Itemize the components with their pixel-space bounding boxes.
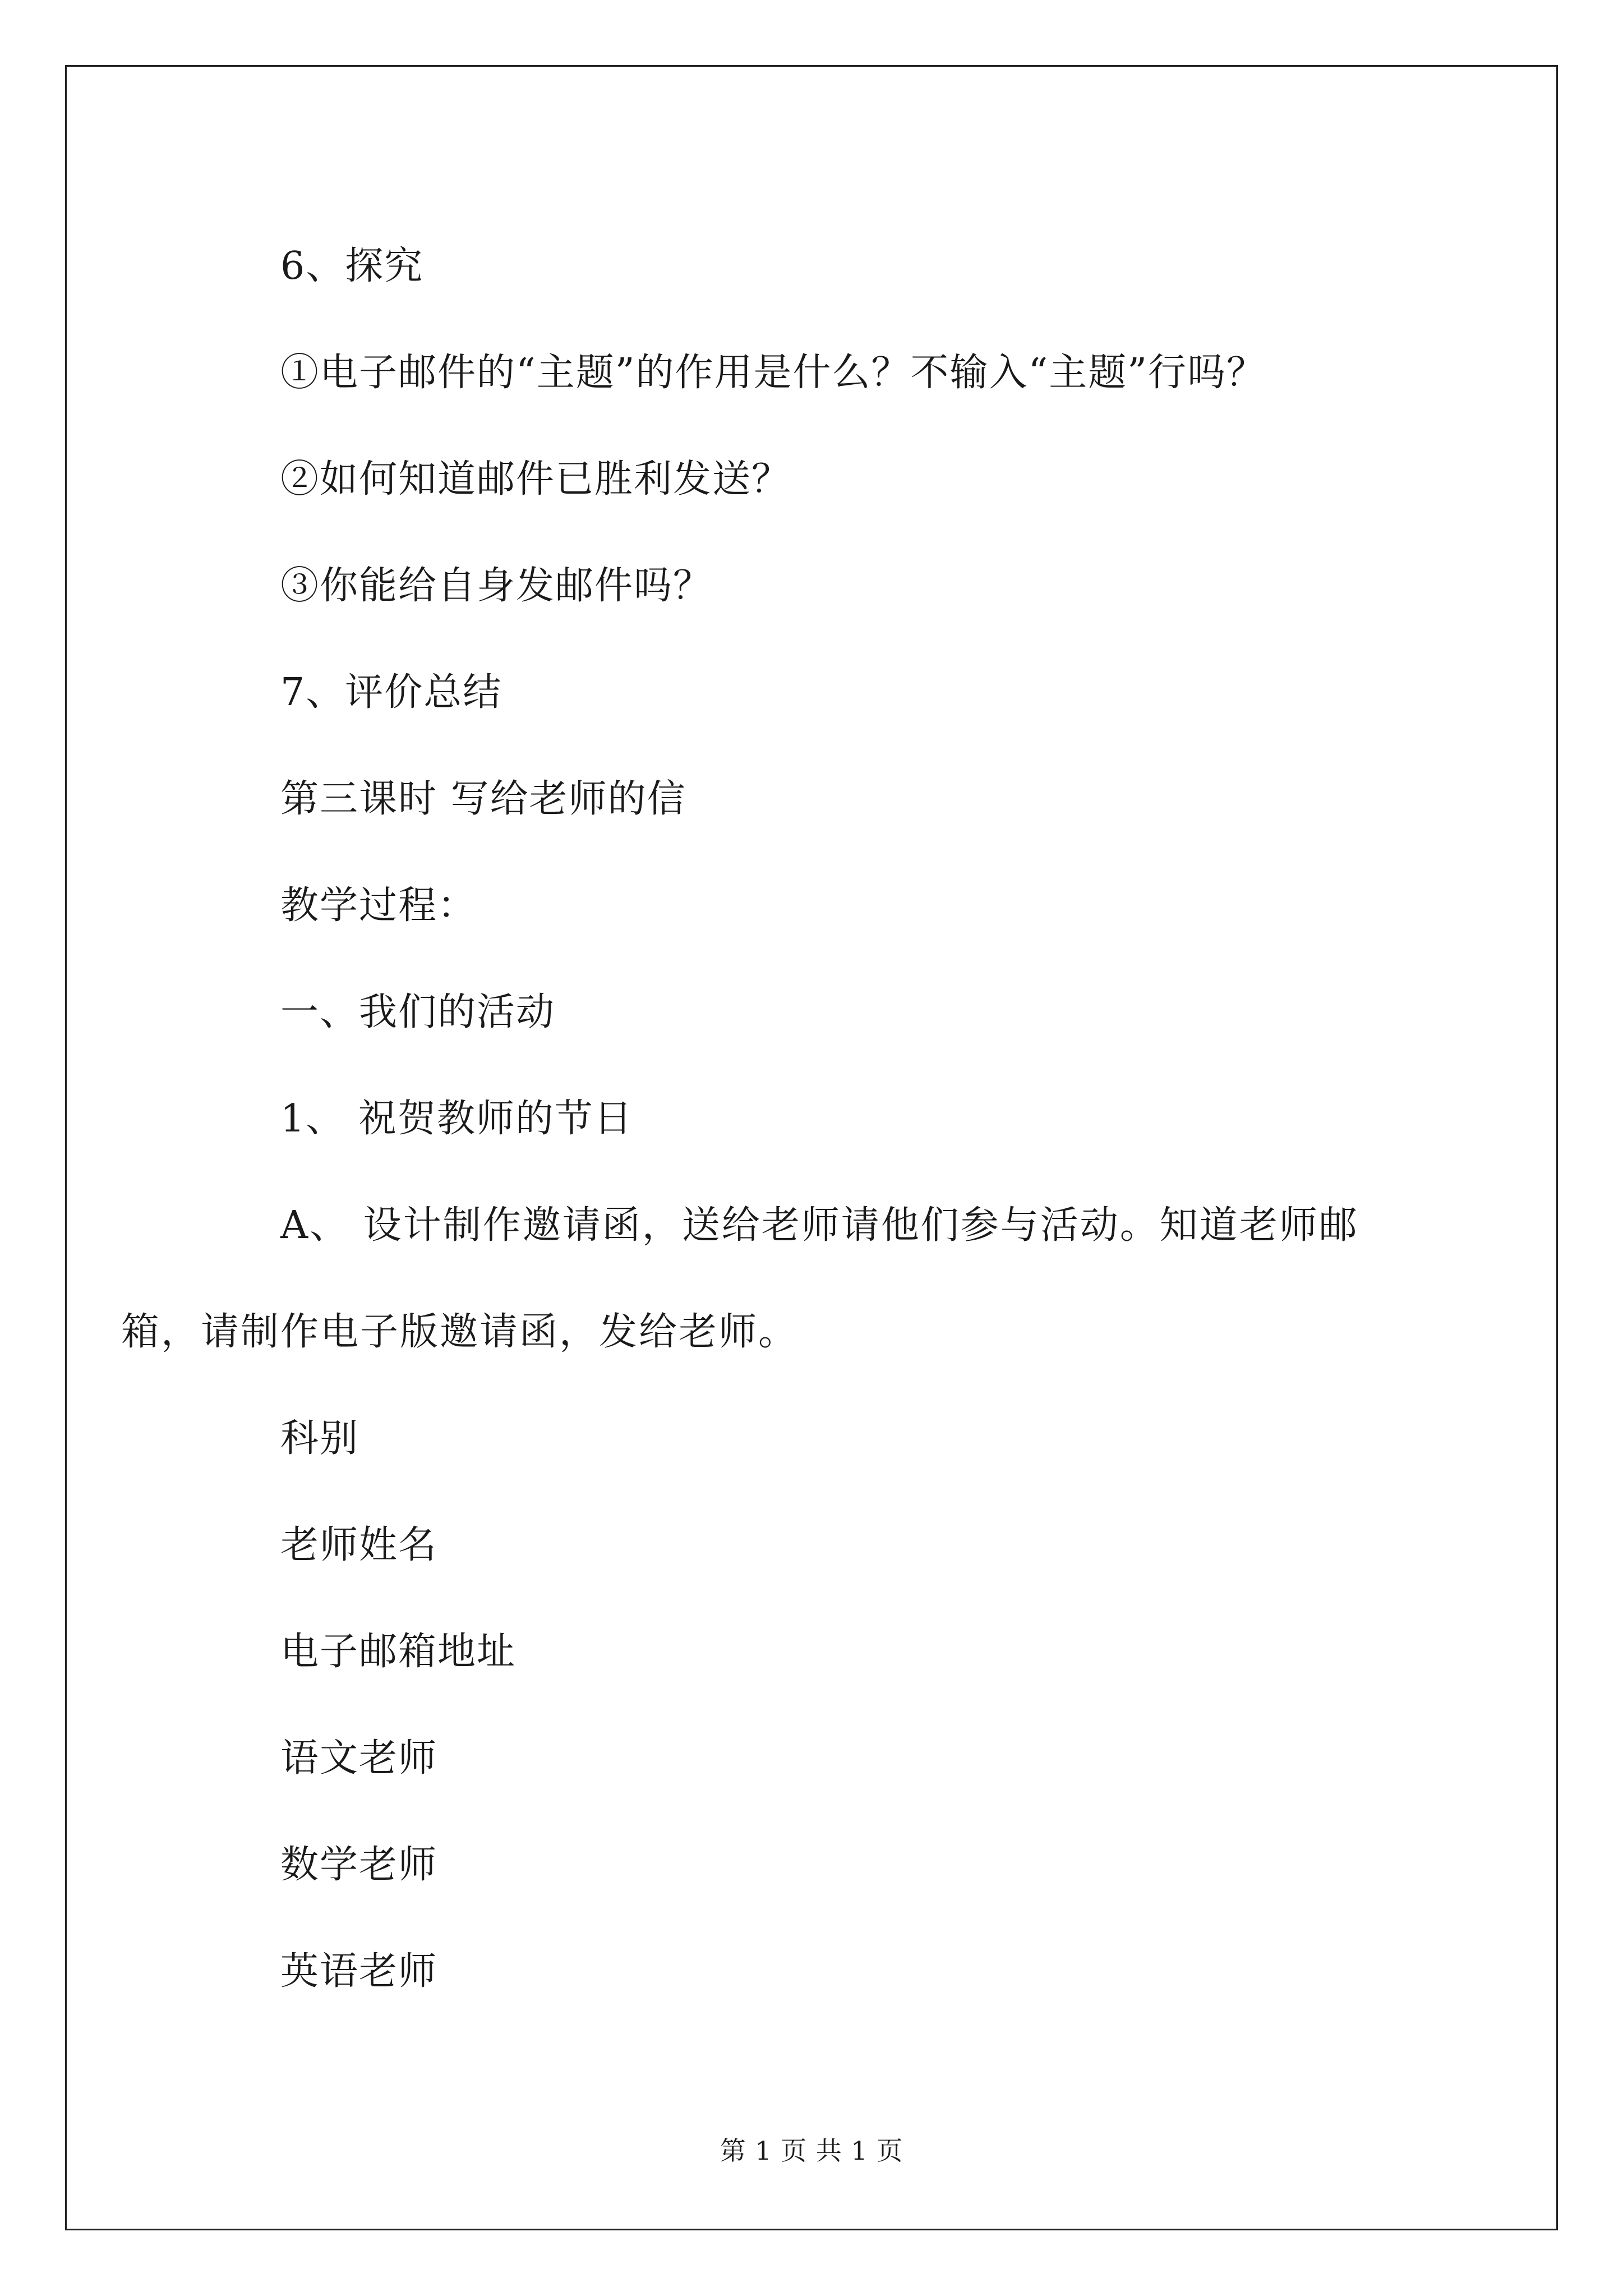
activity-item-1: 1、 祝贺教师的节日 <box>280 1097 633 1141</box>
question-item-1: ①电子邮件的“主题”的作用是什么？不输入“主题”行吗？ <box>280 351 1266 395</box>
page-footer: 第 1 页 共 1 页 <box>720 2136 903 2166</box>
process-heading: 教学过程： <box>280 884 477 928</box>
table-label-subject: 科别 <box>280 1416 359 1461</box>
section-heading-explore: 6、探究 <box>280 244 424 288</box>
activity-heading: 一、我们的活动 <box>280 990 556 1034</box>
table-row-chinese-teacher: 语文老师 <box>280 1736 438 1780</box>
table-row-english-teacher: 英语老师 <box>280 1949 438 1994</box>
activity-item-a: A、 设计制作邀请函，送给老师请他们参与活动。知道老师邮箱，请制作电子版邀请函，发给老师。 <box>121 1203 1359 1354</box>
document-body <box>121 213 1474 2025</box>
table-label-teacher-name: 老师姓名 <box>280 1523 438 1567</box>
question-item-2: ②如何知道邮件已胜利发送？ <box>280 457 791 501</box>
question-item-3: ③你能给自身发邮件吗？ <box>280 564 713 608</box>
lesson-title: 第三课时 写给老师的信 <box>280 777 686 821</box>
table-label-email: 电子邮箱地址 <box>280 1630 517 1674</box>
section-heading-summary: 7、评价总结 <box>280 670 502 715</box>
table-row-math-teacher: 数学老师 <box>280 1843 438 1887</box>
